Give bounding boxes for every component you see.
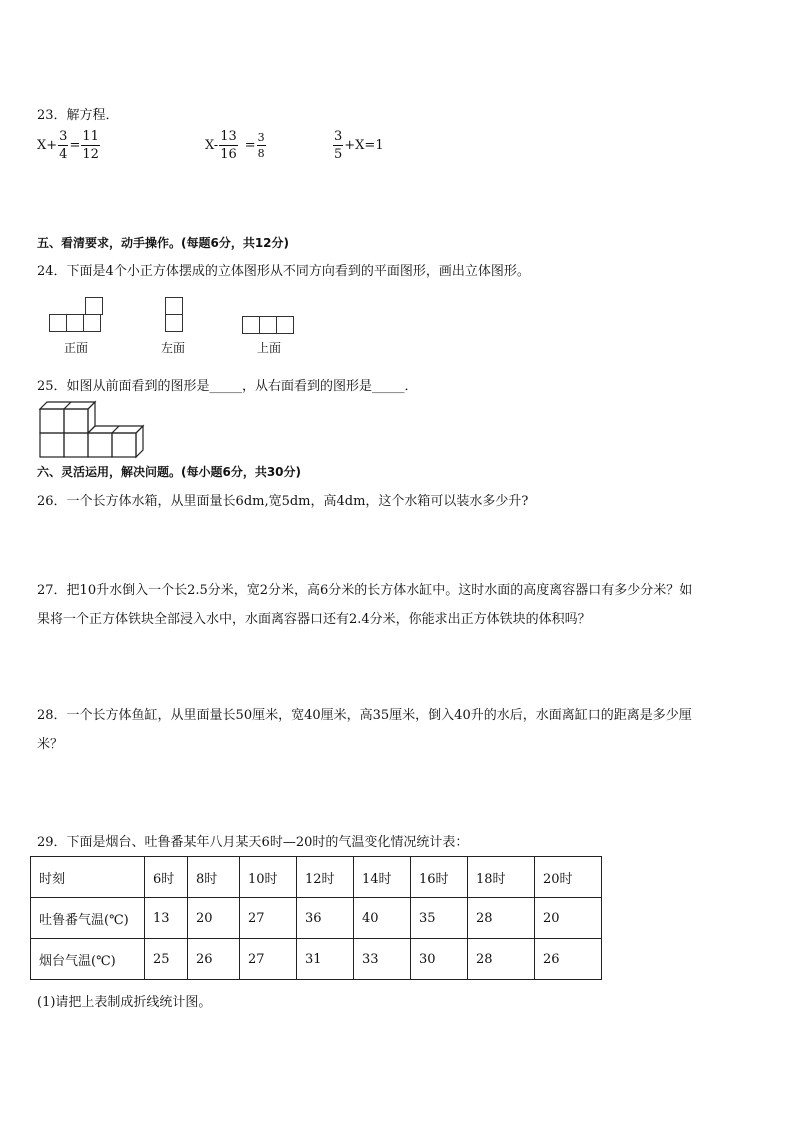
table-header-cell: 时刻 xyxy=(31,857,145,898)
front-cell xyxy=(49,314,67,332)
section-6-heading: 六、灵活运用，解决问题。(每小题6分，共30分) xyxy=(37,465,302,479)
left-cell xyxy=(165,297,183,315)
upper-top-divider xyxy=(64,402,71,409)
eq1-fraction xyxy=(58,130,68,161)
upper-right-face xyxy=(88,402,95,433)
q28-text xyxy=(37,701,692,759)
eq1-rhs-denominator: 12 xyxy=(82,147,99,162)
eq1-rhs-fraction xyxy=(81,130,100,161)
q23-title: 23．解方程． xyxy=(37,108,119,123)
q27-line-1: 27．把10升水倒入一个长2.5分米，宽2分米，高6分米的长方体水缸中。这时水面的高度离容器口有多少分米？如 xyxy=(37,583,693,598)
lower-cube-2 xyxy=(64,433,88,457)
table-cell: 27 xyxy=(240,898,297,939)
table-cell: 烟台气温(℃) xyxy=(31,939,145,980)
table-header-cell: 18时 xyxy=(468,857,535,898)
table-cell: 35 xyxy=(411,898,468,939)
eq2-rhs-numerator: 3 xyxy=(257,131,265,144)
front-cell xyxy=(83,314,101,332)
top-cell xyxy=(242,316,260,334)
table-row xyxy=(31,939,602,980)
table-cell: 36 xyxy=(297,898,354,939)
section-5-heading: 五、看清要求，动手操作。(每题6分，共12分) xyxy=(37,236,290,250)
left-cell xyxy=(165,314,183,332)
eq2-rhs-denominator: 8 xyxy=(257,147,265,160)
table-cell: 26 xyxy=(535,939,602,980)
table-cell: 40 xyxy=(354,898,411,939)
lower-cube-4 xyxy=(112,433,136,457)
eq3-suffix: +X=1 xyxy=(344,138,384,153)
eq1-prefix: X+ xyxy=(37,138,58,153)
eq1-rhs-numerator: 11 xyxy=(82,129,99,144)
left-view-label: 左面 xyxy=(161,341,186,355)
top-cell xyxy=(259,316,277,334)
table-cell: 吐鲁番气温(℃) xyxy=(31,898,145,939)
table-header-cell: 6时 xyxy=(145,857,188,898)
front-cell xyxy=(66,314,84,332)
eq2-fraction xyxy=(219,130,238,161)
lower-top-divider xyxy=(112,426,119,433)
eq2-rhs-fraction xyxy=(257,132,266,159)
equation-1 xyxy=(37,130,101,161)
table-header-cell: 10时 xyxy=(240,857,297,898)
table-cell: 30 xyxy=(411,939,468,980)
lower-cube-3 xyxy=(88,433,112,457)
eq3-denominator: 5 xyxy=(334,147,343,162)
eq2-denominator: 16 xyxy=(220,147,237,162)
q27-text xyxy=(37,576,692,634)
top-view-label: 上面 xyxy=(257,341,282,355)
front-top-cell xyxy=(85,297,103,315)
upper-cube-1 xyxy=(40,409,64,433)
q25-3d-cube-figure xyxy=(38,400,148,462)
eq2-numerator: 13 xyxy=(220,129,237,144)
equation-2 xyxy=(205,130,267,161)
q29-sub-question-1: (1)请把上表制成折线统计图。 xyxy=(37,995,212,1010)
table-cell: 25 xyxy=(145,939,188,980)
table-cell: 28 xyxy=(468,898,535,939)
q24-text: 24．下面是4个小正方体摆成的立体图形从不同方向看到的平面图形，画出立体图形。 xyxy=(37,264,530,279)
top-cell xyxy=(276,316,294,334)
q28-line-2: 米？ xyxy=(37,737,64,752)
eq2-equals: = xyxy=(244,138,256,153)
table-header-cell: 8时 xyxy=(188,857,240,898)
q27-line-2: 果将一个正方体铁块全部浸入水中，水面离容器口还有2.4分米，你能求出正方体铁块的体积吗？ xyxy=(37,612,591,627)
eq1-numerator: 3 xyxy=(59,129,68,144)
table-cell: 26 xyxy=(188,939,240,980)
eq3-numerator: 3 xyxy=(334,129,343,144)
temperature-table xyxy=(30,856,602,980)
q26-text: 26．一个长方体水箱，从里面量长6dm,宽5dm，高4dm，这个水箱可以装水多少升? xyxy=(37,494,529,509)
table-row xyxy=(31,898,602,939)
lower-right-face xyxy=(136,426,143,457)
table-header-cell: 20时 xyxy=(535,857,602,898)
q25-text: 25．如图从前面看到的图形是_____，从右面看到的图形是_____． xyxy=(37,379,418,394)
table-cell: 20 xyxy=(535,898,602,939)
table-cell: 20 xyxy=(188,898,240,939)
table-cell: 28 xyxy=(468,939,535,980)
front-view-label: 正面 xyxy=(64,341,89,355)
lower-cube-1 xyxy=(40,433,64,457)
eq1-equals: = xyxy=(69,138,81,153)
table-header-cell: 14时 xyxy=(354,857,411,898)
front-view-figure xyxy=(49,297,103,332)
table-header-row xyxy=(31,857,602,898)
table-cell: 33 xyxy=(354,939,411,980)
table-cell: 13 xyxy=(145,898,188,939)
eq2-prefix: X- xyxy=(205,138,219,153)
q29-text: 29．下面是烟台、吐鲁番某年八月某天6时—20时的气温变化情况统计表： xyxy=(37,835,469,850)
table-header-cell: 16时 xyxy=(411,857,468,898)
top-view-figure xyxy=(242,316,294,334)
left-view-figure xyxy=(165,297,183,332)
eq3-fraction xyxy=(333,130,343,161)
table-cell: 27 xyxy=(240,939,297,980)
upper-cube-2 xyxy=(64,409,88,433)
eq1-denominator: 4 xyxy=(59,147,68,162)
equation-3 xyxy=(332,130,384,161)
q28-line-1: 28．一个长方体鱼缸，从里面量长50厘米，宽40厘米，高35厘米，倒入40升的水后，水面离缸口的距离是多少厘 xyxy=(37,708,692,723)
table-header-cell: 12时 xyxy=(297,857,354,898)
table-cell: 31 xyxy=(297,939,354,980)
